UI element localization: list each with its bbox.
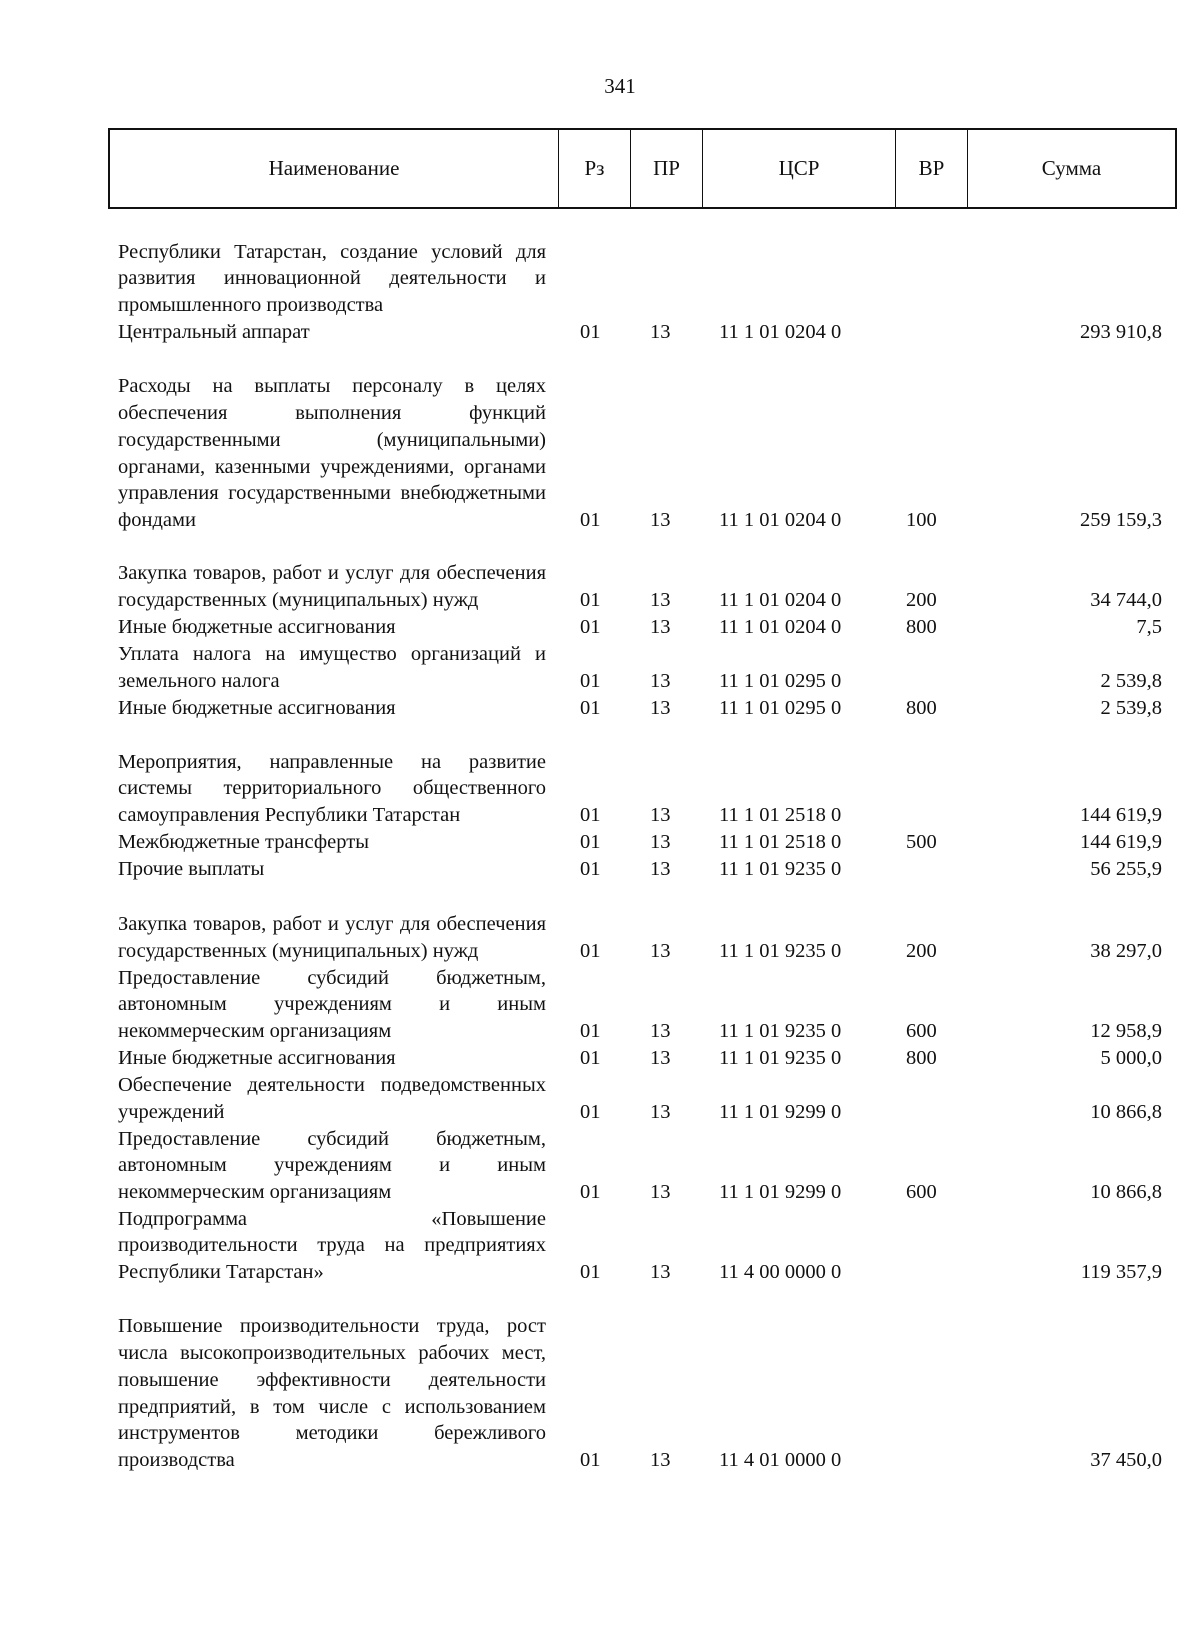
row-name: Предоставление субсидий бюджетным, автономным учреждениям и иным некоммерческим организациям <box>118 1127 546 1204</box>
header-vr: ВР <box>896 130 968 207</box>
row-pr: 13 <box>650 1449 671 1472</box>
row-vr: 600 <box>906 1181 937 1204</box>
row-csr: 11 1 01 9235 0 <box>719 940 842 963</box>
row-name: Уплата налога на имущество организаций и земельного налога <box>118 643 546 693</box>
row-sum: 119 357,9 <box>1080 1261 1162 1284</box>
row-pr: 13 <box>650 1101 671 1124</box>
header-csr: ЦСР <box>703 130 896 207</box>
row-sum: 259 159,3 <box>1080 509 1162 532</box>
row-sum: 34 744,0 <box>1090 589 1162 612</box>
row-name: Иные бюджетные ассигнования <box>118 616 396 639</box>
row-csr: 11 1 01 9299 0 <box>719 1181 842 1204</box>
header-sum: Сумма <box>1041 156 1102 180</box>
row-name: Центральный аппарат <box>118 321 310 344</box>
row-vr: 800 <box>906 697 937 720</box>
row-csr: 11 1 01 2518 0 <box>719 831 842 854</box>
row-rz: 01 <box>580 831 601 854</box>
row-rz: 01 <box>580 1020 601 1043</box>
row-csr: 11 1 01 2518 0 <box>719 804 842 827</box>
row-csr: 11 4 01 0000 0 <box>719 1449 842 1472</box>
row-csr: 11 1 01 0204 0 <box>719 321 842 344</box>
row-rz: 01 <box>580 509 601 532</box>
table-row <box>118 346 1178 534</box>
row-csr: 11 1 01 0204 0 <box>719 589 842 612</box>
row-vr: 100 <box>906 509 937 532</box>
table-row <box>118 614 1178 641</box>
table-row <box>118 722 1178 829</box>
row-sum: 2 539,8 <box>1100 670 1162 693</box>
table-row <box>118 212 1178 319</box>
row-pr: 13 <box>650 831 671 854</box>
row-pr: 13 <box>650 1181 671 1204</box>
header-pr: ПР <box>631 130 703 207</box>
row-pr: 13 <box>650 616 671 639</box>
table-row <box>118 1045 1178 1072</box>
row-name: Закупка товаров, работ и услуг для обеспечения государственных (муниципальных) нужд <box>118 562 546 612</box>
row-rz: 01 <box>580 616 601 639</box>
row-sum: 56 255,9 <box>1090 858 1162 881</box>
row-sum: 37 450,0 <box>1090 1449 1162 1472</box>
row-rz: 01 <box>580 940 601 963</box>
row-csr: 11 1 01 9299 0 <box>719 1101 842 1124</box>
row-name: Межбюджетные трансферты <box>118 831 369 854</box>
header-rz: Рз <box>559 130 631 207</box>
row-sum: 10 866,8 <box>1090 1181 1162 1204</box>
table-row <box>118 965 1178 1045</box>
row-name: Закупка товаров, работ и услуг для обеспечения государственных (муниципальных) нужд <box>118 913 546 963</box>
row-vr: 200 <box>906 589 937 612</box>
row-pr: 13 <box>650 940 671 963</box>
table-row <box>118 1206 1178 1286</box>
row-pr: 13 <box>650 1020 671 1043</box>
table-row <box>118 829 1178 856</box>
row-pr: 13 <box>650 670 671 693</box>
row-pr: 13 <box>650 804 671 827</box>
row-pr: 13 <box>650 697 671 720</box>
row-sum: 5 000,0 <box>1100 1047 1162 1070</box>
table-row <box>118 883 1178 965</box>
row-rz: 01 <box>580 1047 601 1070</box>
row-rz: 01 <box>580 1101 601 1124</box>
table-row <box>118 1286 1178 1474</box>
row-name: Республики Татарстан, создание условий для развития инновационной деятельности и промышленного производства <box>118 240 546 317</box>
row-pr: 13 <box>650 1261 671 1284</box>
table-row <box>118 641 1178 695</box>
table-row <box>118 856 1178 883</box>
row-csr: 11 4 00 0000 0 <box>719 1261 842 1284</box>
row-csr: 11 1 01 9235 0 <box>719 858 842 881</box>
row-rz: 01 <box>580 1261 601 1284</box>
row-rz: 01 <box>580 670 601 693</box>
row-name: Иные бюджетные ассигнования <box>118 1047 396 1070</box>
row-csr: 11 1 01 9235 0 <box>719 1020 842 1043</box>
row-vr: 600 <box>906 1020 937 1043</box>
row-csr: 11 1 01 0204 0 <box>719 616 842 639</box>
row-pr: 13 <box>650 1047 671 1070</box>
row-rz: 01 <box>580 697 601 720</box>
row-sum: 10 866,8 <box>1090 1101 1162 1124</box>
row-name: Предоставление субсидий бюджетным, автономным учреждениям и иным некоммерческим организациям <box>118 966 546 1043</box>
row-vr: 500 <box>906 831 937 854</box>
page-number: 341 <box>604 74 636 98</box>
row-csr: 11 1 01 0295 0 <box>719 697 842 720</box>
table-body <box>118 212 1178 1474</box>
table-row <box>118 534 1178 614</box>
row-sum: 144 619,9 <box>1080 804 1162 827</box>
row-vr: 800 <box>906 1047 937 1070</box>
row-pr: 13 <box>650 589 671 612</box>
row-csr: 11 1 01 0204 0 <box>719 509 842 532</box>
row-vr: 200 <box>906 940 937 963</box>
header-name: Наименование <box>110 130 559 207</box>
row-csr: 11 1 01 9235 0 <box>719 1047 842 1070</box>
table-row <box>118 319 1178 346</box>
row-name: Повышение производительности труда, рост числа высокопроизводительных рабочих мест, повышение эффективности деятельности предприятий, в том числе с использованием инструментов методики бережливого производства <box>118 1315 546 1472</box>
row-pr: 13 <box>650 509 671 532</box>
row-name: Мероприятия, направленные на развитие системы территориального общественного самоуправления Республики Татарстан <box>118 750 546 827</box>
row-name: Подпрограмма «Повышение производительности труда на предприятиях Республики Татарстан» <box>118 1207 546 1284</box>
row-name: Прочие выплаты <box>118 858 265 881</box>
row-csr: 11 1 01 0295 0 <box>719 670 842 693</box>
table-row <box>118 1072 1178 1126</box>
row-name: Расходы на выплаты персоналу в целях обеспечения выполнения функций государственными (муниципальными) органами, казенными учреждениями, органами управления государственными внебюджетными фондами <box>118 375 546 532</box>
row-name: Иные бюджетные ассигнования <box>118 697 396 720</box>
row-rz: 01 <box>580 858 601 881</box>
row-rz: 01 <box>580 804 601 827</box>
row-pr: 13 <box>650 321 671 344</box>
row-sum: 38 297,0 <box>1090 940 1162 963</box>
row-sum: 293 910,8 <box>1080 321 1162 344</box>
row-rz: 01 <box>580 321 601 344</box>
row-sum: 2 539,8 <box>1100 697 1162 720</box>
table-row <box>118 695 1178 722</box>
row-sum: 7,5 <box>1136 616 1162 639</box>
table-header <box>108 128 1177 209</box>
row-pr: 13 <box>650 858 671 881</box>
row-sum: 12 958,9 <box>1090 1020 1162 1043</box>
row-rz: 01 <box>580 1449 601 1472</box>
row-rz: 01 <box>580 589 601 612</box>
row-sum: 144 619,9 <box>1080 831 1162 854</box>
row-name: Обеспечение деятельности подведомственных учреждений <box>118 1074 546 1124</box>
row-rz: 01 <box>580 1181 601 1204</box>
table-row <box>118 1126 1178 1206</box>
row-vr: 800 <box>906 616 937 639</box>
